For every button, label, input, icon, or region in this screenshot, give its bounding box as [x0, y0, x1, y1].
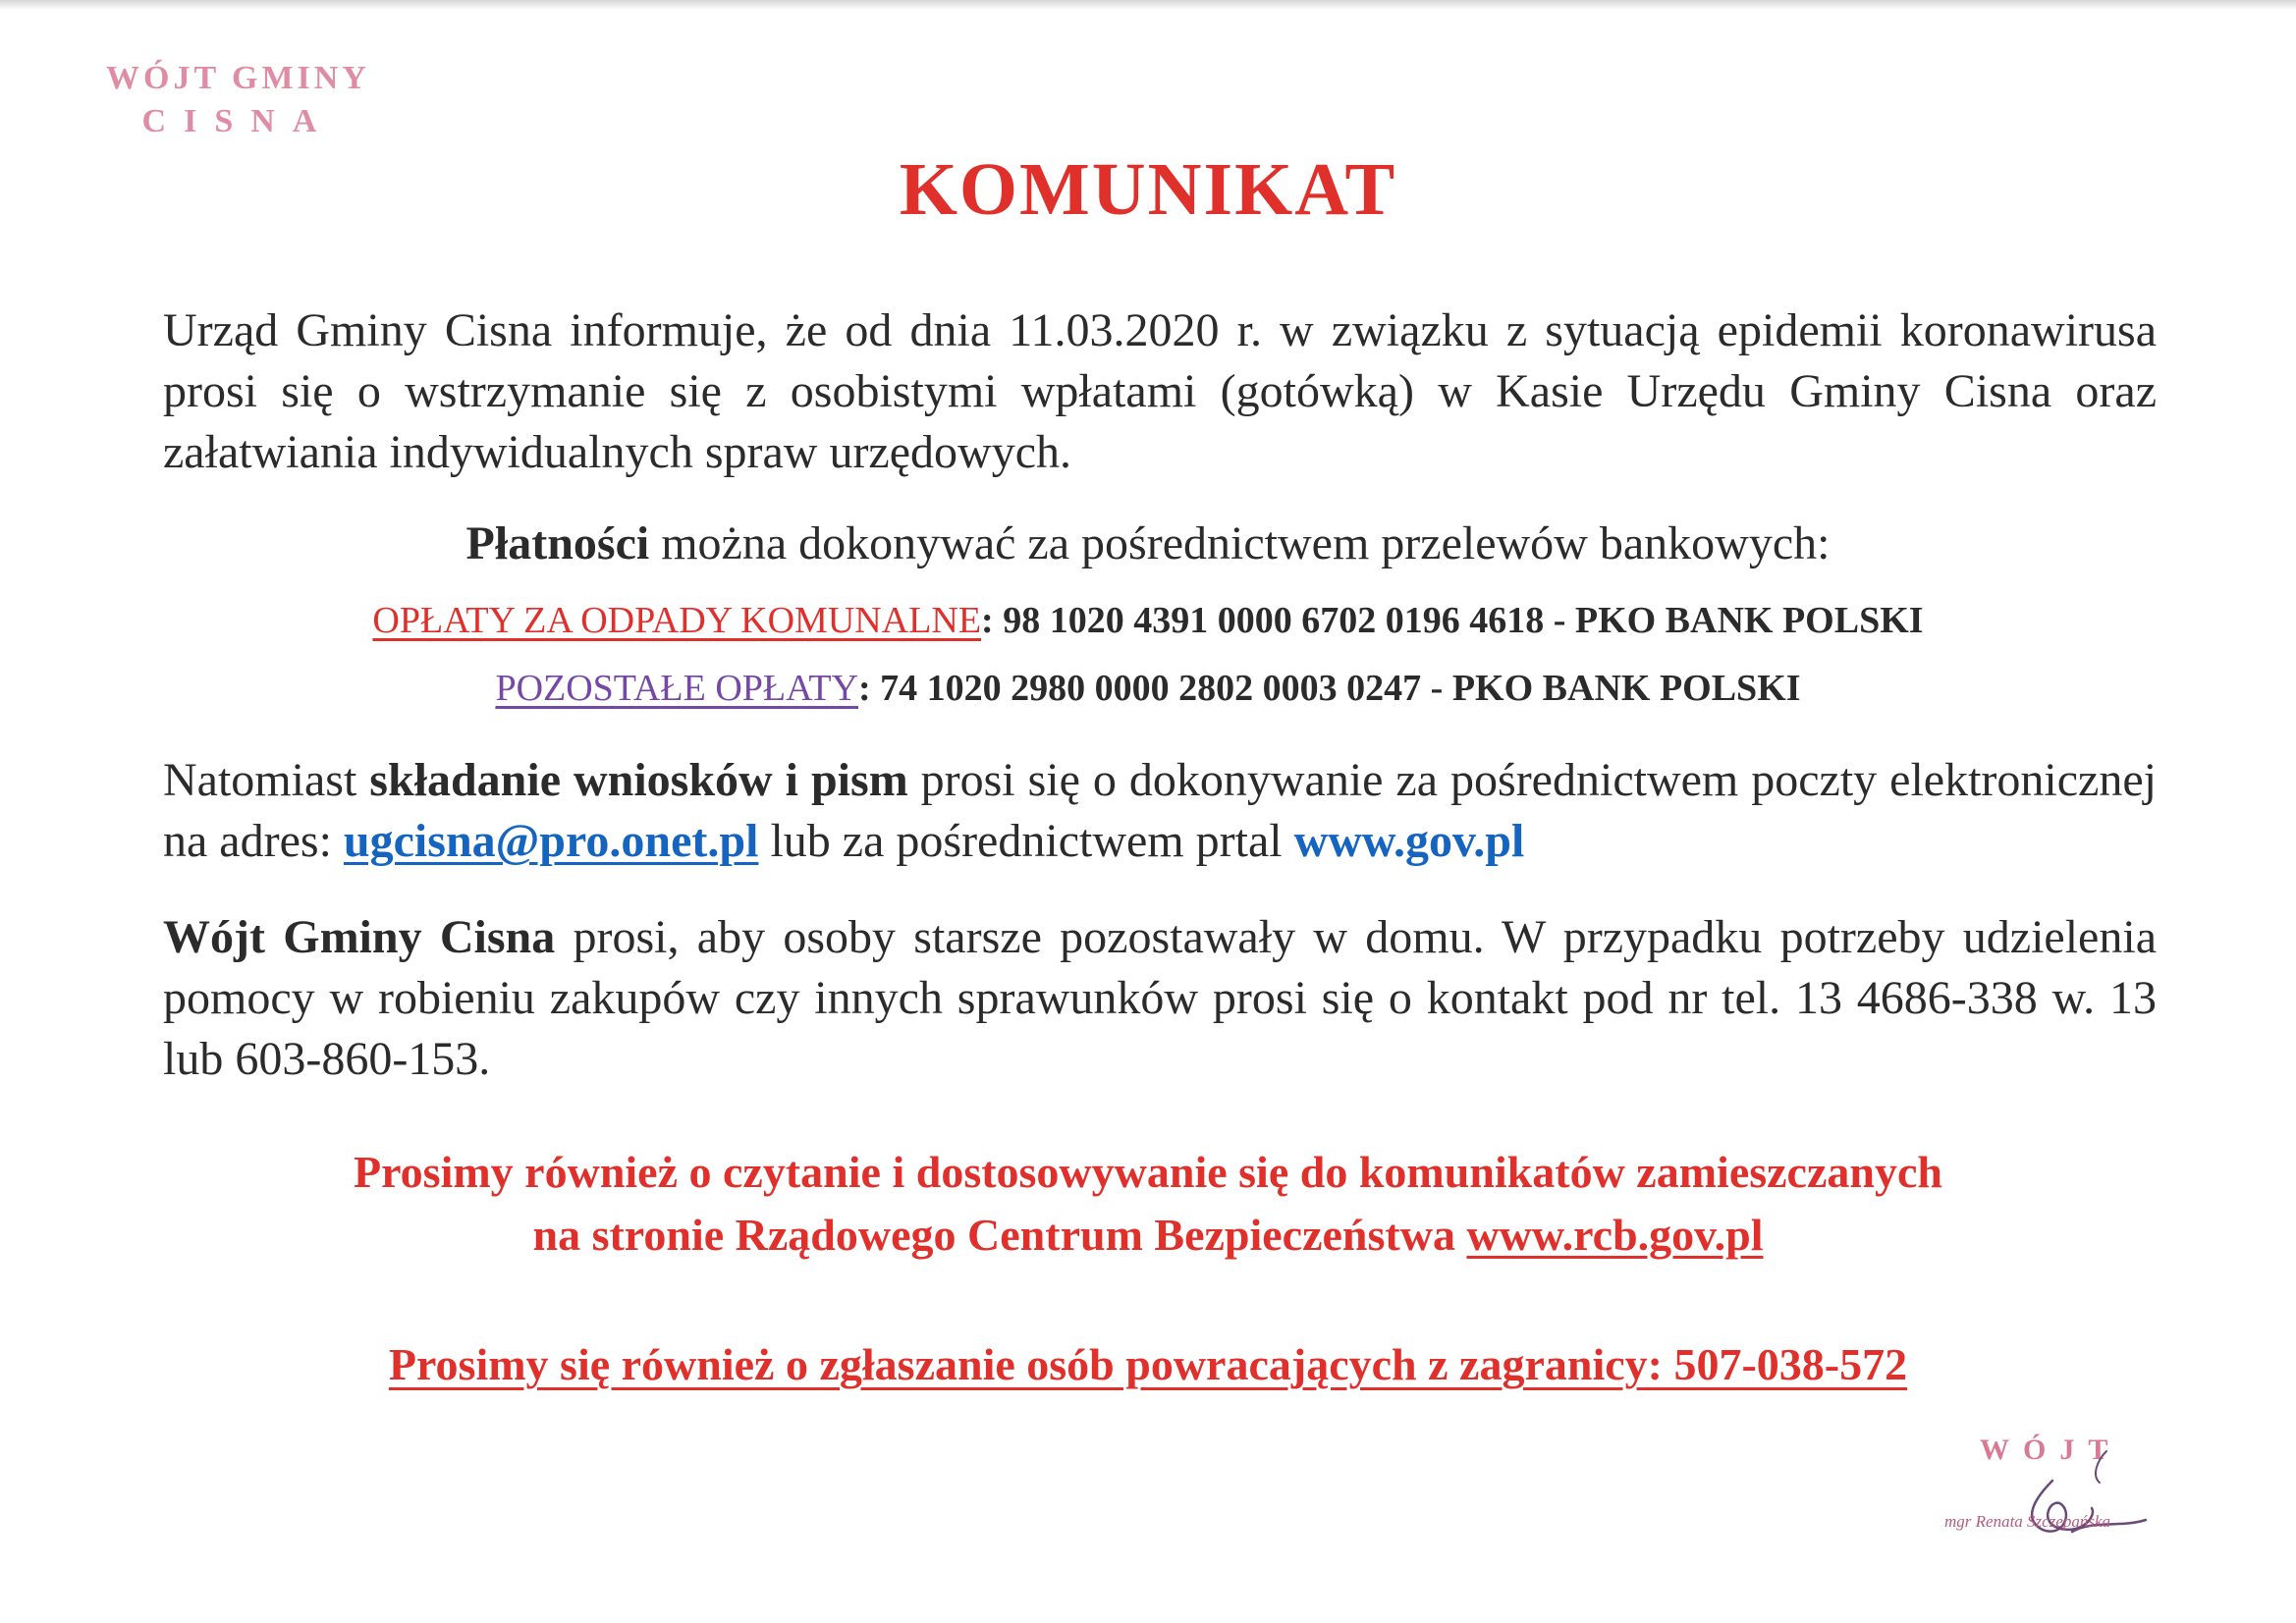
intro-paragraph: Urząd Gminy Cisna informuje, że od dnia 11.03.2020 r. w związku z sytuacją epidemii koronawirusa prosi się o wstrzymanie się z osobistymi wpłatami (gotówką) w Kasie Urzędu Gminy Cisna oraz załatwiania indywidualnych spraw urzędowych. [163, 304, 2157, 478]
portal-link[interactable]: www.gov.pl [1293, 815, 1525, 867]
elderly-bold: Wójt Gminy Cisna [163, 911, 556, 963]
account-waste-label: OPŁATY ZA ODPADY KOMUNALNE [372, 600, 982, 641]
rcb-notice [0, 1141, 2296, 1267]
signature-title: WÓJT [1980, 1434, 2122, 1466]
signature-stamp [1925, 1422, 2239, 1569]
account-other-label: POZOSTAŁE OPŁATY [495, 668, 859, 709]
payments-bold: Płatności [465, 517, 650, 569]
payments-paragraph [0, 514, 2296, 574]
scan-edge [0, 0, 2296, 10]
stamp-line-1: WÓJT GMINY [106, 60, 370, 96]
applications-paragraph [163, 750, 2157, 872]
page-title: KOMUNIKAT [899, 148, 1397, 231]
applications-mid: prosi się o dokonywanie za pośrednictwem poczty elektronicznej na adres: [163, 754, 2157, 867]
account-waste-number: : 98 1020 4391 0000 6702 0196 4618 - PKO BANK POLSKI [981, 600, 1924, 641]
return-notice: Prosimy się również o zgłaszanie osób powracających z zagranicy: 507-038-572 [388, 1339, 1908, 1389]
header-stamp [106, 57, 370, 143]
applications-mid2: lub za pośrednictwem prtal [758, 815, 1294, 867]
applications-bold: składanie wniosków i pism [369, 754, 908, 806]
account-waste [0, 596, 2296, 645]
rcb-link[interactable]: www.rcb.gov.pl [1466, 1210, 1764, 1260]
signature-scribble-icon [1925, 1422, 2239, 1569]
rcb-line-2-text: na stronie Rządowego Centrum Bezpieczeństwa [532, 1210, 1467, 1260]
rcb-line-1: Prosimy również o czytanie i dostosowywanie się do komunikatów zamieszczanych [354, 1147, 1942, 1197]
payments-text: można dokonywać za pośrednictwem przelewów bankowych: [649, 517, 1831, 569]
elderly-paragraph [163, 907, 2157, 1090]
applications-prefix: Natomiast [163, 754, 370, 806]
account-other [0, 664, 2296, 713]
email-link[interactable]: ugcisna@pro.onet.pl [343, 815, 759, 867]
stamp-line-2: CISNA [141, 103, 335, 139]
elderly-text: prosi, aby osoby starsze pozostawały w domu. W przypadku potrzeby udzielenia pomocy w robieniu zakupów czy innych sprawunków prosi się o kontakt pod nr tel. 13 4686-338 w. 13 lub 603-860-153. [163, 911, 2157, 1085]
account-other-number: : 74 1020 2980 0000 2802 0003 0247 - PKO BANK POLSKI [858, 668, 1801, 709]
signature-name: mgr Renata Szczepańska [1944, 1512, 2111, 1531]
rcb-line-2 [0, 1204, 2296, 1267]
